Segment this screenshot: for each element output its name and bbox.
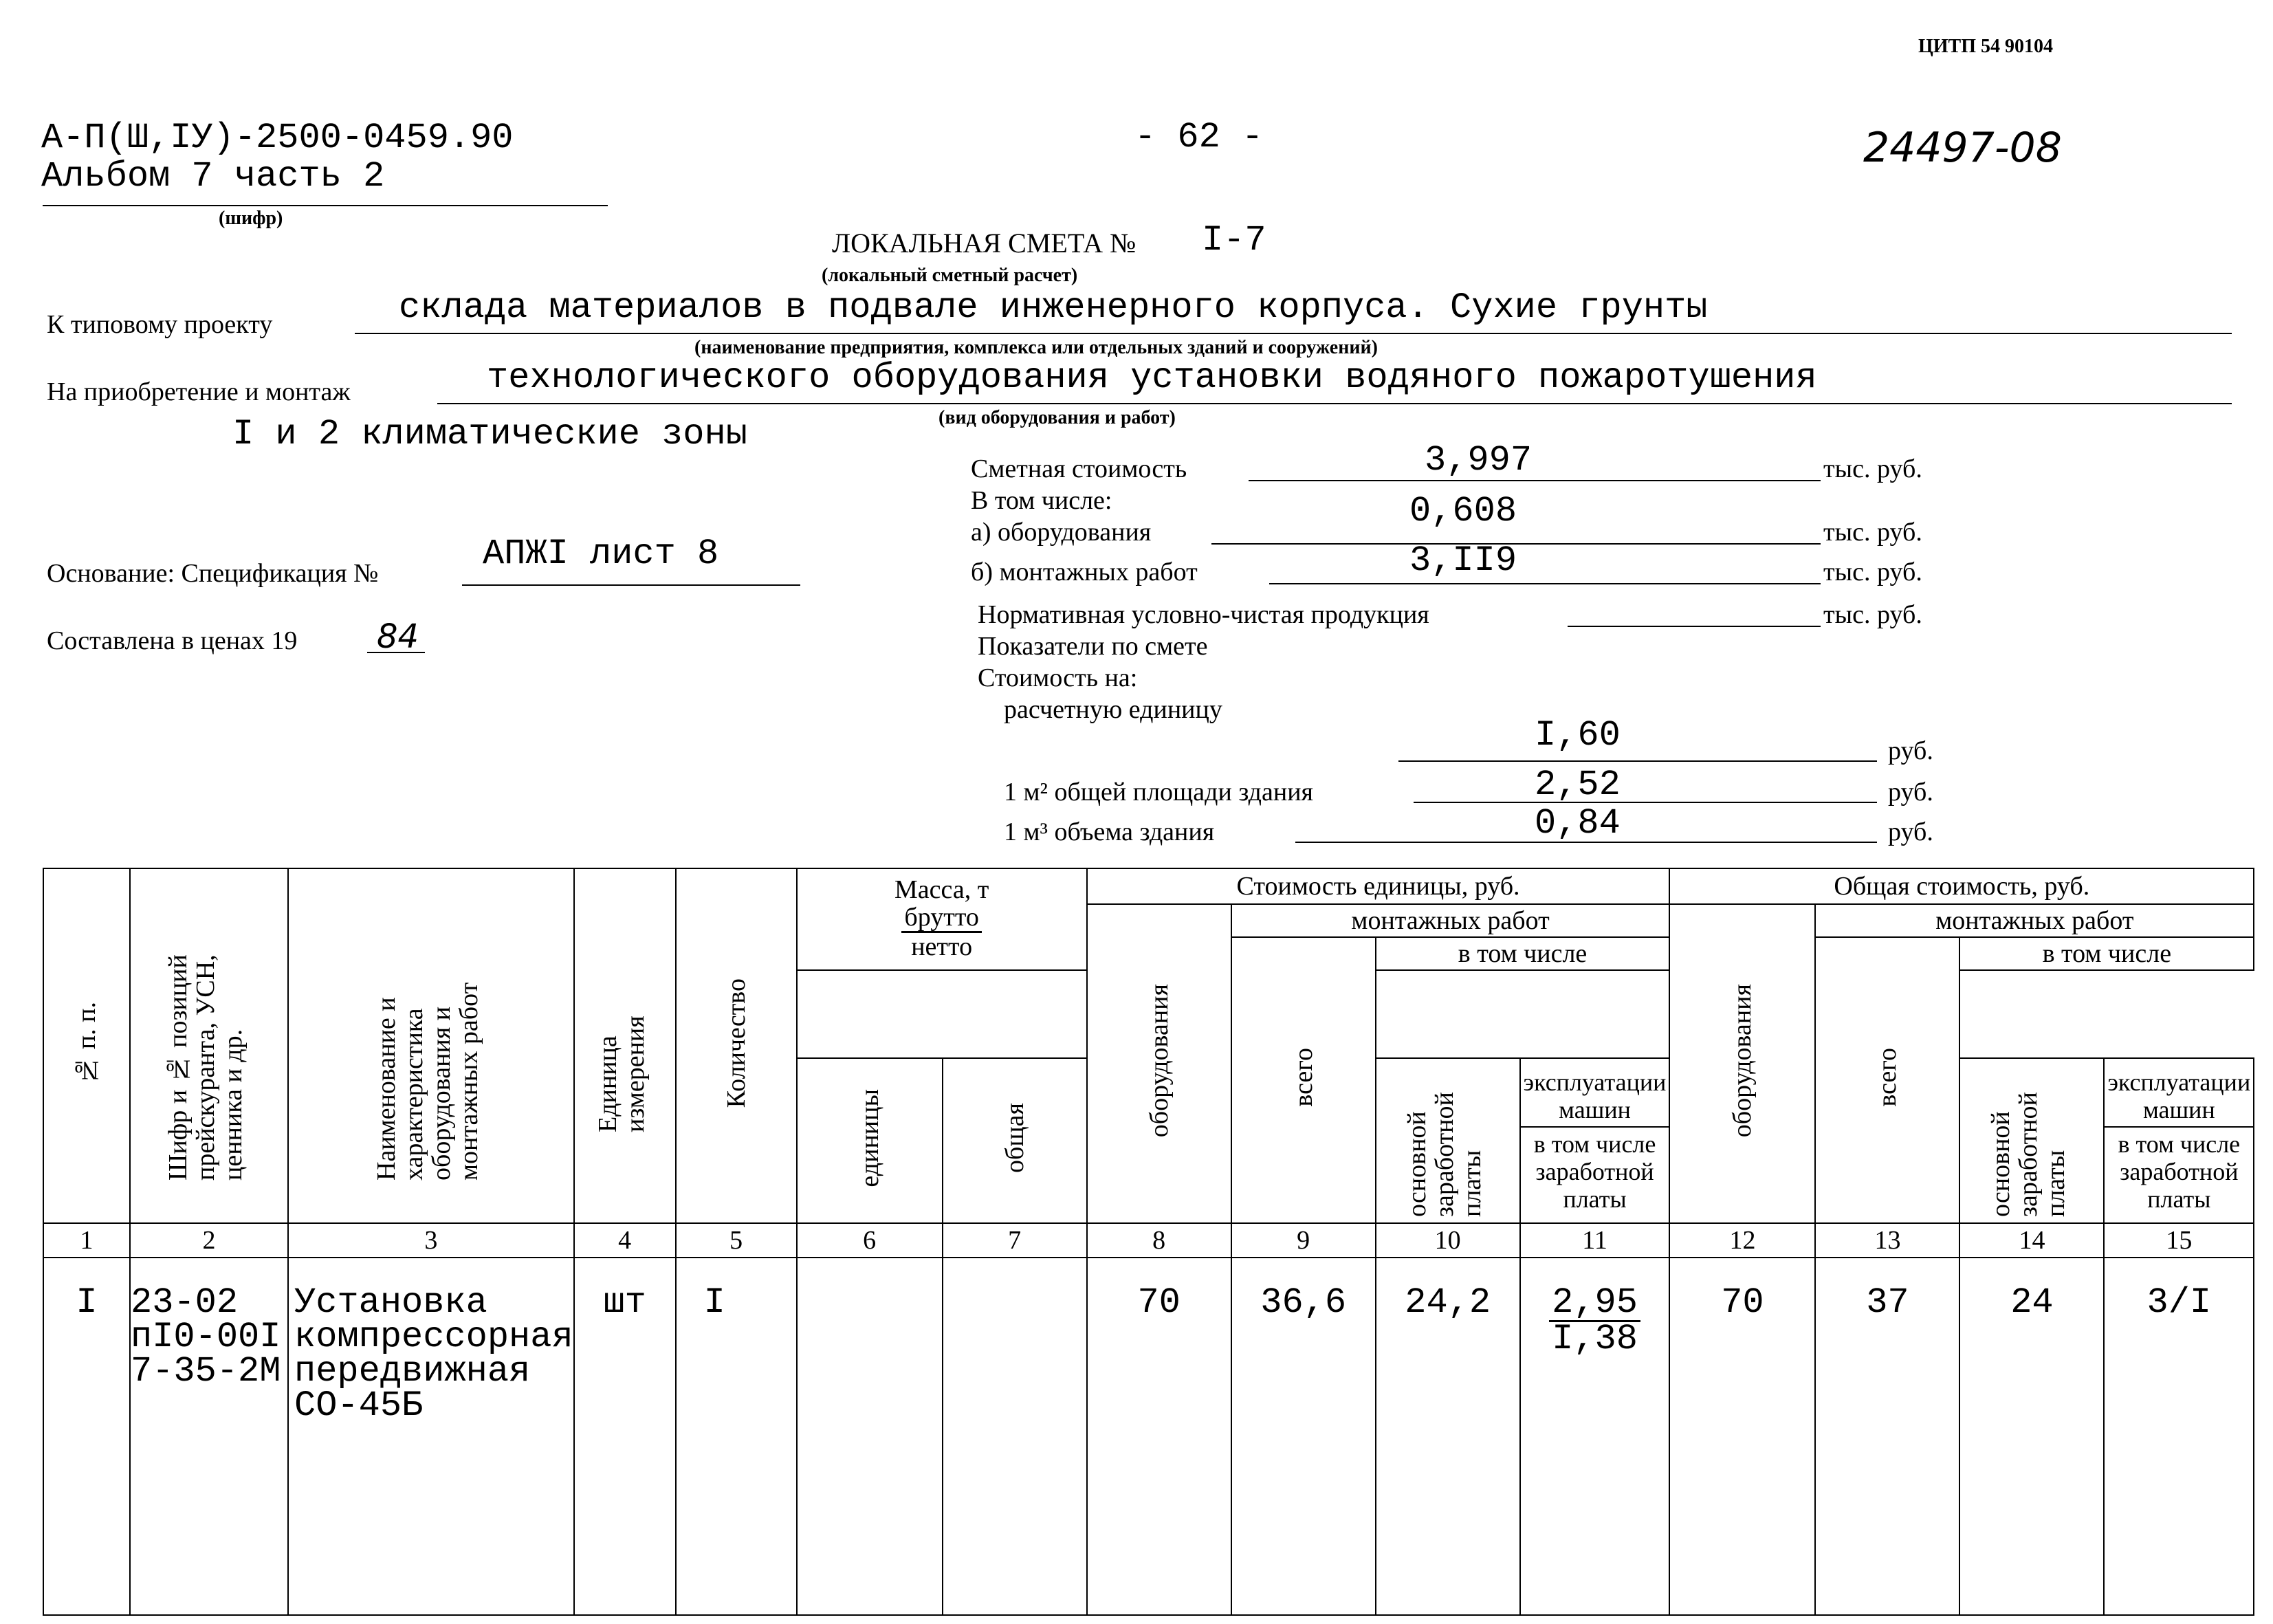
row-total-machines: 3/I (2146, 1282, 2212, 1323)
estimate-number: I-7 (1202, 220, 1266, 261)
colnum: 8 (1087, 1223, 1231, 1258)
colnum: 7 (943, 1223, 1087, 1258)
estimated-cost-unit: тыс. руб. (1823, 454, 1922, 483)
row-num: I (76, 1282, 98, 1323)
project-label: К типовому проекту (47, 310, 273, 339)
installation-cost-label: б) монтажных работ (971, 558, 1198, 586)
header-total-machines-wages: в том числе заработной платы (2118, 1130, 2241, 1213)
volume-label: 1 м³ объема здания (1004, 818, 1215, 846)
area-value: 2,52 (1535, 765, 1621, 805)
row-qty: I (703, 1282, 725, 1323)
header-name: Наименование и характеристика оборудования и монтажных работ (371, 982, 483, 1181)
page-subtitle: (локальный сметный расчет) (822, 265, 1078, 286)
row-unit-equipment: 70 (1137, 1282, 1181, 1323)
purchase-label: На приобретение и монтаж (47, 377, 351, 406)
colnum: 13 (1815, 1223, 1959, 1258)
colnum: 5 (676, 1223, 797, 1258)
installation-cost-unit: тыс. руб. (1823, 558, 1922, 586)
row-total-install: 37 (1866, 1282, 1909, 1323)
equipment-cost-value: 0,608 (1409, 491, 1517, 531)
colnum: 2 (130, 1223, 288, 1258)
purchase-value: технологического оборудования установки водяного пожаротушения (487, 358, 1817, 398)
row-name: Установка компрессорная передвижная СО-45Б (294, 1282, 573, 1426)
header-total-including: в том числе (1959, 937, 2254, 970)
row-unit: шт (603, 1282, 646, 1323)
header-qty: Количество (721, 978, 751, 1108)
cost-on-label: Стоимость на: (978, 663, 1138, 692)
calc-unit-value: I,60 (1535, 715, 1621, 756)
header-total-equipment: оборудования (1728, 984, 1757, 1138)
volume-value: 0,84 (1535, 803, 1621, 844)
colnum: 14 (1959, 1223, 2104, 1258)
document-code: ЦИТП 54 90104 (1918, 36, 2054, 57)
installation-cost-value: 3,II9 (1409, 540, 1517, 581)
cipher-line-2: Альбом 7 часть 2 (41, 156, 385, 197)
row-total-wages: 24 (2010, 1282, 2054, 1323)
calc-unit-label: расчетную единицу (1004, 695, 1222, 724)
page-title: ЛОКАЛЬНАЯ СМЕТА № (832, 228, 1136, 259)
page-number: - 62 - (1134, 117, 1264, 157)
area-rub: руб. (1888, 778, 1933, 806)
header-brutto: брутто (901, 903, 982, 933)
colnum: 3 (288, 1223, 574, 1258)
prices-label: Составлена в ценах 19 (47, 626, 298, 655)
prices-year: 84 (377, 617, 419, 656)
calc-unit-rub: руб. (1888, 736, 1933, 765)
row-unit-wages: 24,2 (1405, 1282, 1491, 1323)
cipher-line-1: А-П(Ш,IУ)-2500-0459.90 (41, 118, 514, 158)
header-unit-installation: монтажных работ (1231, 904, 1670, 937)
including-label: В том числе: (971, 486, 1112, 515)
normative-label: Нормативная условно-чистая продукция (978, 600, 1429, 629)
cipher-caption: (шифр) (219, 208, 283, 229)
row-mass-unit (798, 1258, 942, 1286)
row-code: 23-02 пI0-00I 7-35-2М (131, 1282, 281, 1392)
volume-rub: руб. (1888, 818, 1933, 846)
header-mass-unit: единицы (855, 1088, 884, 1187)
purchase-caption: (вид оборудования и работ) (938, 407, 1176, 428)
project-value: склада материалов в подвале инженерного корпуса. Сухие грунты (399, 287, 1708, 328)
table-row (43, 1258, 2254, 1615)
colnum: 12 (1669, 1223, 1815, 1258)
equipment-cost-unit: тыс. руб. (1823, 518, 1922, 547)
header-netto: нетто (911, 932, 973, 961)
colnum: 10 (1376, 1223, 1520, 1258)
header-total-install-total: всего (1873, 1048, 1902, 1107)
header-unit-equipment: оборудования (1144, 984, 1174, 1138)
header-unit-machines-wages: в том числе заработной платы (1533, 1130, 1656, 1213)
row-unit-machines: 2,95 (1549, 1286, 1640, 1322)
normative-unit: тыс. руб. (1823, 600, 1922, 629)
header-mass: Масса, т (894, 875, 989, 904)
basis-value: АПЖI лист 8 (483, 534, 719, 574)
colnum: 1 (43, 1223, 130, 1258)
area-label: 1 м² общей площади здания (1004, 778, 1314, 806)
indicators-label: Показатели по смете (978, 632, 1208, 661)
project-caption: (наименование предприятия, комплекса или отдельных зданий и сооружений) (694, 337, 1378, 358)
climate-zones: I и 2 климатические зоны (232, 414, 747, 454)
basis-label: Основание: Спецификация № (47, 559, 379, 588)
estimated-cost-value: 3,997 (1425, 440, 1533, 481)
header-total-cost: Общая стоимость, руб. (1669, 868, 2254, 904)
row-unit-machines-wages: I,38 (1552, 1319, 1638, 1359)
header-unit: Единица измерения (593, 1016, 650, 1132)
row-unit-install-total: 36,6 (1260, 1282, 1347, 1323)
equipment-cost-label: а) оборудования (971, 518, 1152, 547)
colnum: 11 (1520, 1223, 1670, 1258)
colnum: 4 (574, 1223, 676, 1258)
colnum: 9 (1231, 1223, 1376, 1258)
header-code: Шифр и № позиций прейскуранта, УСН, ценника и др. (164, 954, 248, 1181)
estimated-cost-label: Сметная стоимость (971, 454, 1187, 483)
header-mass-total: общая (1000, 1103, 1029, 1173)
header-unit-machines: эксплуатации машин (1521, 1066, 1669, 1128)
header-unit-cost: Стоимость единицы, руб. (1087, 868, 1670, 904)
header-num: № п. п. (72, 1001, 101, 1085)
header-total-installation: монтажных работ (1815, 904, 2254, 937)
colnum: 15 (2104, 1223, 2254, 1258)
header-unit-including: в том числе (1376, 937, 1670, 970)
stamp-number: 24497-08 (1863, 124, 2062, 172)
row-total-equipment: 70 (1721, 1282, 1764, 1323)
header-unit-install-total: всего (1288, 1048, 1318, 1107)
header-unit-wages: основной заработной платы (1402, 1092, 1486, 1217)
row-mass-total (943, 1258, 1086, 1286)
header-total-wages: основной заработной платы (1986, 1092, 2071, 1217)
header-total-machines: эксплуатации машин (2105, 1066, 2253, 1128)
colnum: 6 (797, 1223, 943, 1258)
estimate-table (43, 868, 2254, 1616)
